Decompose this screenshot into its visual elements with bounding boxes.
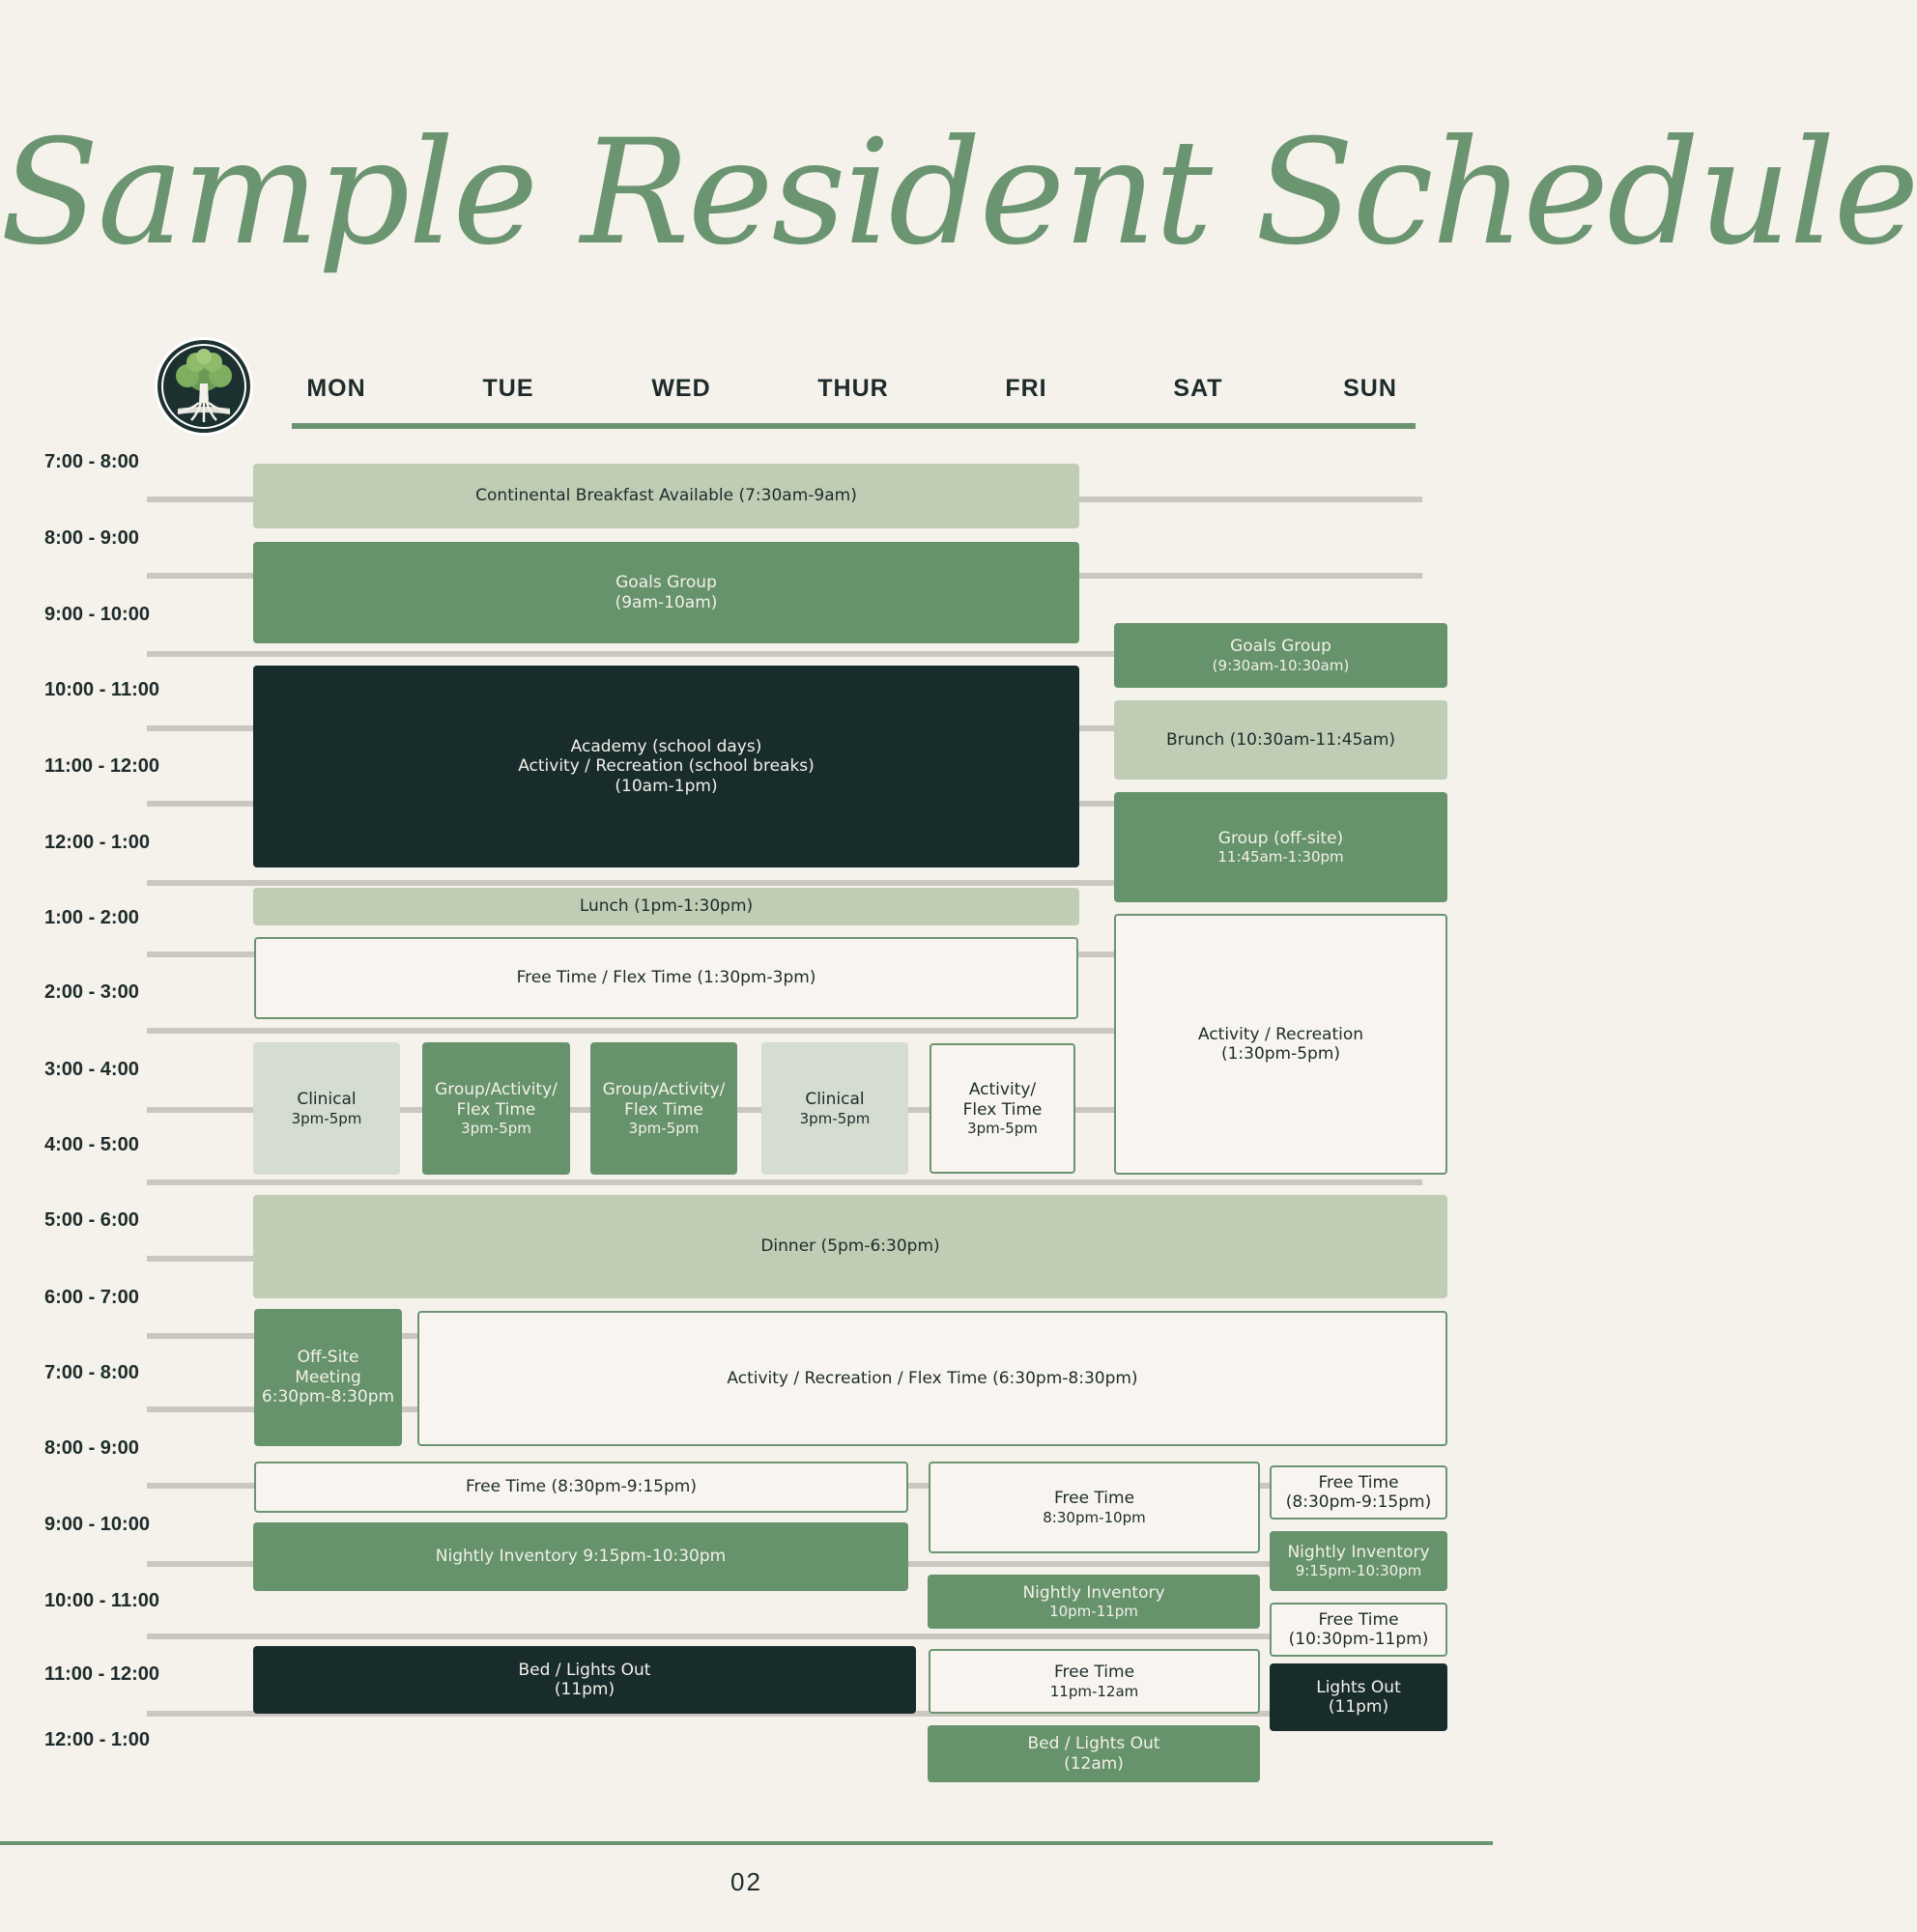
day-header-sun: SUN <box>1343 375 1397 402</box>
day-header-mon: MON <box>306 375 366 402</box>
event-block <box>1114 700 1447 780</box>
event-block <box>930 1043 1075 1174</box>
event-title: Free Time <box>1053 1489 1135 1509</box>
event-title: Activity / Recreation <box>1197 1024 1364 1044</box>
event-title: Continental Breakfast Available (7:30am-9am) <box>475 486 857 506</box>
time-label: 11:00 - 12:00 <box>44 1663 159 1685</box>
event-block <box>253 1042 400 1175</box>
event-title: Clinical <box>297 1090 357 1110</box>
event-subtitle: Meeting <box>295 1367 361 1387</box>
event-time: (9:30am-10:30am) <box>1212 656 1350 674</box>
event-block <box>253 542 1079 643</box>
page-number: 02 <box>730 1867 762 1896</box>
time-label: 8:00 - 9:00 <box>44 527 139 549</box>
event-title: Nightly Inventory <box>1022 1582 1165 1603</box>
event-time: (8:30pm-9:15pm) <box>1285 1492 1432 1512</box>
event-time: 10pm-11pm <box>1049 1603 1138 1621</box>
event-time: 8:30pm-10pm <box>1043 1508 1146 1526</box>
event-subtitle: Flex Time <box>962 1099 1043 1120</box>
day-header-wed: WED <box>651 375 711 402</box>
event-time: 11pm-12am <box>1049 1682 1139 1700</box>
event-title: Academy (school days) <box>570 736 762 756</box>
time-label: 8:00 - 9:00 <box>44 1437 139 1459</box>
event-time: 3pm-5pm <box>628 1119 700 1137</box>
event-title: Activity / Recreation / Flex Time (6:30pm-8:30pm) <box>727 1368 1138 1388</box>
time-label: 10:00 - 11:00 <box>44 679 159 700</box>
event-title: Group (off-site) <box>1217 828 1344 848</box>
event-time: 3pm-5pm <box>799 1109 871 1127</box>
time-label: 1:00 - 2:00 <box>44 907 139 928</box>
time-label: 12:00 - 1:00 <box>44 1729 150 1750</box>
event-block <box>1270 1603 1447 1657</box>
event-block <box>929 1462 1260 1553</box>
day-header-tue: TUE <box>482 375 534 402</box>
event-block <box>254 937 1078 1019</box>
time-label: 2:00 - 3:00 <box>44 981 139 1003</box>
event-time: (12am) <box>1064 1753 1124 1774</box>
event-title: Free Time (8:30pm-9:15pm) <box>466 1477 697 1497</box>
event-title: Group/Activity/ <box>602 1080 726 1100</box>
time-label: 7:00 - 8:00 <box>44 451 139 472</box>
event-subtitle: Activity / Recreation (school breaks) <box>518 756 815 777</box>
event-block <box>1114 914 1447 1175</box>
event-title: Clinical <box>805 1090 865 1110</box>
event-block <box>417 1311 1447 1446</box>
event-title: Dinner (5pm-6:30pm) <box>760 1236 940 1257</box>
event-time: (11pm) <box>554 1680 615 1699</box>
event-block <box>761 1042 908 1175</box>
event-block <box>422 1042 570 1175</box>
tree-logo-icon <box>153 335 255 438</box>
event-title: Goals Group <box>1230 637 1331 657</box>
event-subtitle: Flex Time <box>456 1099 536 1120</box>
event-time: (11pm) <box>1328 1697 1389 1717</box>
event-title: Brunch (10:30am-11:45am) <box>1165 729 1396 750</box>
event-title: Bed / Lights Out <box>518 1660 651 1680</box>
grid-line <box>147 1179 1422 1185</box>
event-block <box>929 1649 1260 1714</box>
event-block <box>253 464 1079 528</box>
time-label: 9:00 - 10:00 <box>44 1514 150 1535</box>
event-block <box>928 1575 1260 1629</box>
event-block <box>253 888 1079 925</box>
event-block <box>1270 1465 1447 1520</box>
grid-line <box>147 1634 1422 1639</box>
event-title: Lights Out <box>1316 1677 1401 1697</box>
event-time: (9am-10am) <box>615 592 718 612</box>
time-label: 9:00 - 10:00 <box>44 604 150 625</box>
time-label: 3:00 - 4:00 <box>44 1059 139 1080</box>
event-block <box>253 666 1079 867</box>
event-time: 9:15pm-10:30pm <box>1295 1562 1422 1580</box>
event-block <box>253 1646 916 1714</box>
event-block <box>590 1042 737 1175</box>
time-label: 11:00 - 12:00 <box>44 755 159 777</box>
event-title: Off-Site <box>297 1348 359 1368</box>
time-label: 4:00 - 5:00 <box>44 1134 139 1155</box>
event-title: Bed / Lights Out <box>1027 1734 1160 1754</box>
event-subtitle: Flex Time <box>624 1099 703 1120</box>
event-title: Lunch (1pm-1:30pm) <box>579 896 754 917</box>
event-block <box>254 1462 908 1513</box>
event-time: 11:45am-1:30pm <box>1217 848 1344 867</box>
event-title: Free Time / Flex Time (1:30pm-3pm) <box>516 968 816 988</box>
time-label: 5:00 - 6:00 <box>44 1209 139 1231</box>
event-title: Nightly Inventory 9:15pm-10:30pm <box>435 1547 727 1567</box>
time-label: 6:00 - 7:00 <box>44 1287 139 1308</box>
event-block <box>253 1522 908 1591</box>
day-header-sat: SAT <box>1173 375 1223 402</box>
event-block <box>1270 1663 1447 1731</box>
event-time: 3pm-5pm <box>967 1119 1038 1137</box>
event-time: (10:30pm-11pm) <box>1288 1630 1429 1649</box>
event-block <box>1270 1531 1447 1591</box>
footer-divider <box>0 1841 1493 1845</box>
event-title: Free Time <box>1318 1609 1399 1630</box>
time-label: 7:00 - 8:00 <box>44 1362 139 1383</box>
event-time: 3pm-5pm <box>291 1109 362 1127</box>
event-block <box>253 1195 1447 1298</box>
event-time: (10am-1pm) <box>615 776 718 796</box>
page-title: Sample Resident Schedule <box>0 109 1917 277</box>
time-label: 10:00 - 11:00 <box>44 1590 159 1611</box>
event-time: (1:30pm-5pm) <box>1220 1044 1341 1064</box>
day-header-thur: THUR <box>817 375 889 402</box>
header-divider <box>292 423 1416 429</box>
event-block <box>254 1309 402 1446</box>
event-block <box>1114 623 1447 688</box>
event-time: 3pm-5pm <box>461 1119 531 1137</box>
event-title: Free Time <box>1053 1662 1135 1683</box>
event-title: Activity/ <box>968 1080 1037 1100</box>
event-title: Free Time <box>1318 1472 1399 1492</box>
time-label: 12:00 - 1:00 <box>44 832 150 853</box>
event-title: Nightly Inventory <box>1287 1542 1430 1562</box>
event-block <box>1114 792 1447 902</box>
event-block <box>928 1725 1260 1782</box>
day-header-fri: FRI <box>1005 375 1047 402</box>
event-time: 6:30pm-8:30pm <box>261 1387 395 1407</box>
event-title: Goals Group <box>615 573 717 593</box>
event-title: Group/Activity/ <box>435 1080 558 1100</box>
